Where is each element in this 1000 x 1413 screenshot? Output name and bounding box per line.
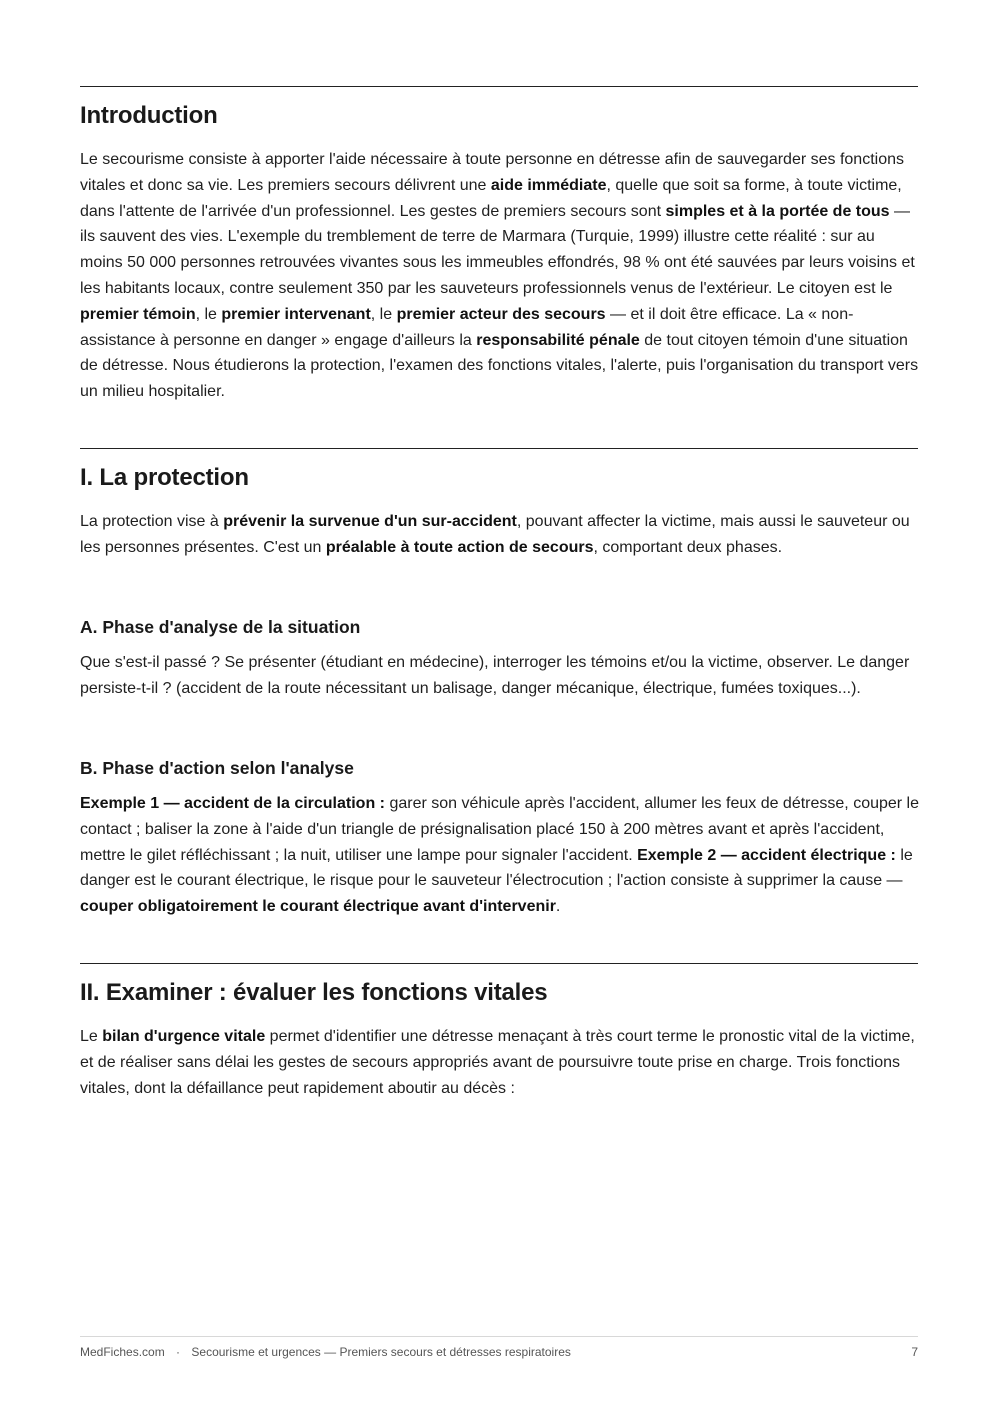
section-divider [80, 86, 918, 87]
footer-site-name: MedFiches.com [80, 1345, 165, 1359]
section2-paragraph: Le bilan d'urgence vitale permet d'identifier une détresse menaçant à très court terme le pronostic vital de la victime, et de réaliser sans délai les gestes de secours appropriés avant de poursuivre toute prise en charge. Trois fonctions vitales, dont la défaillance peut rapidement aboutir au décès : [80, 1028, 915, 1097]
section2-heading: II. Examiner : évaluer les fonctions vitales [80, 979, 548, 1006]
footer-separator: · [176, 1345, 181, 1359]
subsection-a-heading: A. Phase d'analyse de la situation [80, 617, 361, 637]
section-divider [80, 963, 918, 964]
footer-document-title: Secourisme et urgences — Premiers secours et détresses respiratoires [191, 1345, 571, 1359]
page-footer [80, 1344, 918, 1360]
footer-page-number: 7 [911, 1345, 918, 1359]
footer-divider [80, 1336, 918, 1337]
intro-heading: Introduction [80, 102, 218, 129]
intro-paragraph: Le secourisme consiste à apporter l'aide nécessaire à toute personne en détresse afin de sauvegarder ses fonctions vitales et donc sa vie. Les premiers secours délivrent une aide immédiate, quelle que soit sa forme, à toute victime, dans l'attente de l'arrivée d'un professionnel. Les gestes de premiers secours sont simples et à la portée de tous — ils sauvent des vies. L'exemple du tremblement de terre de Marmara (Turquie, 1999) illustre cette réalité : sur au moins 50 000 personnes retrouvées vivantes sous les immeubles effondrés, 98 % ont été sauvées par leurs voisins et les habitants locaux, contre seulement 350 par les sauveteurs professionnels venus de l'extérieur. Le citoyen est le premier témoin, le premier intervenant, le premier acteur des secours — et il doit être efficace. La « non-assistance à personne en danger » engage d'ailleurs la responsabilité pénale de tout citoyen témoin d'une situation de détresse. Nous étudierons la protection, l'examen des fonctions vitales, l'alerte, puis l'organisation du transport vers un milieu hospitalier. [80, 151, 919, 401]
subsection-b-paragraph: Exemple 1 — accident de la circulation : garer son véhicule après l'accident, allumer les feux de détresse, couper le contact ; baliser la zone à l'aide d'un triangle de présignalisation placé 150 à 200 mètres avant et après l'accident, mettre le gilet réfléchissant ; la nuit, utiliser une lampe pour signaler l'accident. Exemple 2 — accident électrique : le danger est le courant électrique, le risque pour le sauveteur l'électrocution ; l'action consiste à supprimer la cause — couper obligatoirement le courant électrique avant d'intervenir. [80, 795, 920, 916]
subsection-a-paragraph: Que s'est-il passé ? Se présenter (étudiant en médecine), interroger les témoins et/ou la victime, observer. Le danger persiste-t-il ? (accident de la route nécessitant un balisage, danger mécanique, électrique, fumées toxiques...). [80, 654, 910, 697]
subsection-b-heading: B. Phase d'action selon l'analyse [80, 758, 354, 778]
section1-heading: I. La protection [80, 464, 249, 491]
section-divider [80, 448, 918, 449]
section1-paragraph: La protection vise à prévenir la survenue d'un sur-accident, pouvant affecter la victime, mais aussi le sauveteur ou les personnes présentes. C'est un préalable à toute action de secours, comportant deux phases. [80, 513, 910, 556]
